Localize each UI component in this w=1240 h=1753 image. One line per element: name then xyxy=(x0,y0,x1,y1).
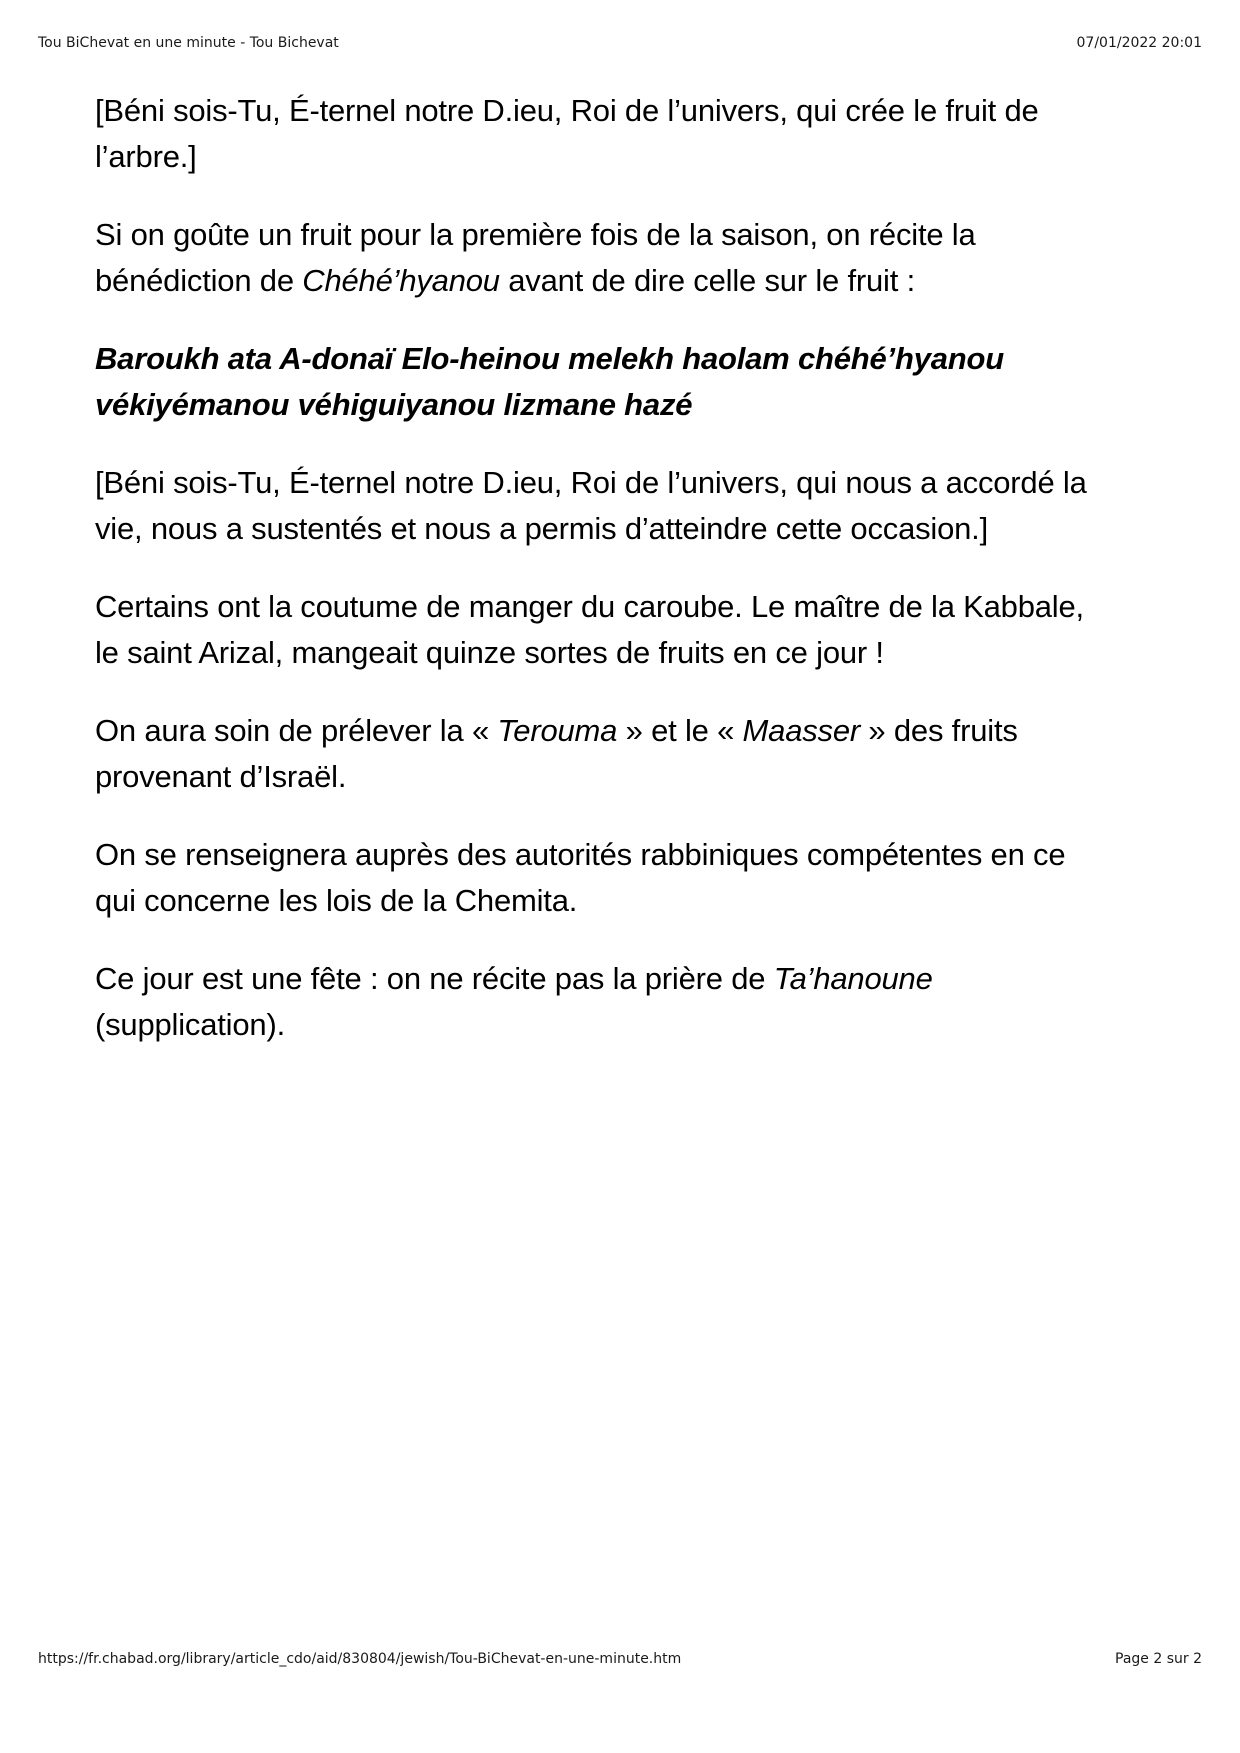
paragraph-carob-custom: Certains ont la coutume de manger du caroube. Le maître de la Kabbale, le saint Arizal, mangeait quinze sortes de fruits en ce jour ! xyxy=(95,589,1084,670)
paragraph-text: » et le « xyxy=(617,713,743,748)
emphasis-chehehyanou: Chéhé’hyanou xyxy=(302,263,500,298)
emphasis-maasser: Maasser xyxy=(742,713,861,748)
article-body xyxy=(95,88,1145,1080)
paragraph-first-fruit-rule xyxy=(95,212,1145,304)
paragraph-text: avant de dire celle sur le fruit : xyxy=(499,263,915,298)
paragraph-chehehyanou-translation: [Béni sois-Tu, É-ternel notre D.ieu, Roi de l’univers, qui nous a accordé la vie, nous a sustentés et nous a permis d’atteindre cette occasion.] xyxy=(95,465,1087,546)
print-footer xyxy=(38,1651,1202,1667)
header-page-title: Tou BiChevat en une minute - Tou Bichevat xyxy=(38,35,339,51)
footer-page-number: Page 2 sur 2 xyxy=(1115,1651,1202,1667)
paragraph-blessing-transliteration: Baroukh ata A-donaï Elo-heinou melekh haolam chéhé’hyanou vékiyémanou véhiguiyanou lizmane hazé xyxy=(95,341,1004,422)
paragraph-tahanoune xyxy=(95,956,1145,1048)
emphasis-tahanoune: Ta’hanoune xyxy=(773,961,933,996)
paragraph-blessing-translation: [Béni sois-Tu, É-ternel notre D.ieu, Roi de l’univers, qui crée le fruit de l’arbre.] xyxy=(95,93,1039,174)
paragraph-text: Si on goûte un fruit pour la première fois de la saison, on récite la bénédiction de xyxy=(95,217,976,298)
emphasis-terouma: Terouma xyxy=(497,713,618,748)
paragraph-text: » des fruits provenant d’Israël. xyxy=(95,713,1018,794)
paragraph-text: On aura soin de prélever la « xyxy=(95,713,498,748)
print-header xyxy=(38,35,1202,51)
footer-url: https://fr.chabad.org/library/article_cdo/aid/830804/jewish/Tou-BiChevat-en-une-minute.htm xyxy=(38,1651,682,1667)
paragraph-chemita: On se renseignera auprès des autorités rabbiniques compétentes en ce qui concerne les lois de la Chemita. xyxy=(95,837,1066,918)
paragraph-text: Ce jour est une fête : on ne récite pas la prière de xyxy=(95,961,774,996)
paragraph-terouma-maasser xyxy=(95,708,1145,800)
header-datetime: 07/01/2022 20:01 xyxy=(1076,35,1202,51)
paragraph-text: (supplication). xyxy=(95,1007,285,1042)
